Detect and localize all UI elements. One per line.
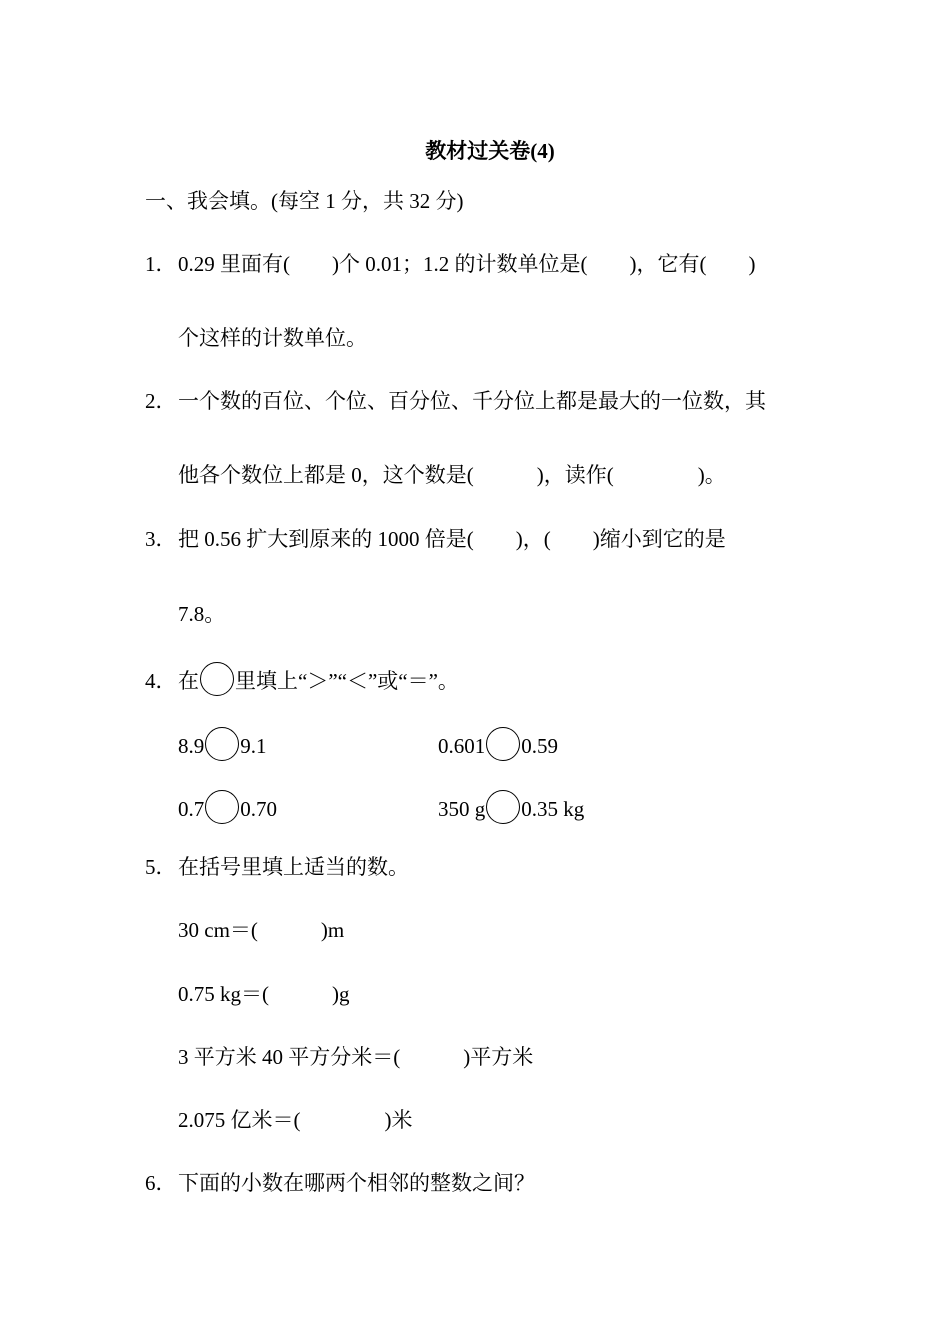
compare-left: 0.7: [178, 797, 205, 821]
question-number: 1．: [145, 252, 177, 276]
page-title: 教材过关卷(4): [425, 139, 555, 163]
question-text: 0.29 里面有( )个 0.01；1.2 的计数单位是( )，它有( ): [178, 252, 756, 276]
conversion-item: 3 平方米 40 平方分米＝( )平方米: [178, 1045, 534, 1069]
conversion-item: 2.075 亿米＝( )米: [178, 1108, 413, 1132]
question-1: [145, 251, 755, 277]
compare-right: 0.59: [521, 734, 558, 758]
question-2-continued: 他各个数位上都是 0，这个数是( )，读作( )。: [178, 463, 726, 487]
compare-right: 0.35 kg: [521, 797, 585, 821]
answer-circle[interactable]: [205, 727, 239, 761]
conversion-item: 30 cm＝( )m: [178, 918, 345, 942]
conversion-item: 0.75 kg＝( )g: [178, 982, 350, 1006]
compare-item-2: [438, 727, 558, 761]
compare-right: 9.1: [240, 734, 267, 758]
compare-item-1: [178, 727, 267, 761]
question-6: [145, 1170, 535, 1196]
compare-left: 350 g: [438, 797, 486, 821]
question-number: 3．: [145, 527, 177, 551]
answer-circle[interactable]: [486, 727, 520, 761]
compare-item-3: [178, 790, 277, 824]
compare-left: 8.9: [178, 734, 205, 758]
circle-icon: [200, 662, 234, 696]
compare-right: 0.70: [240, 797, 277, 821]
question-number: 2．: [145, 389, 177, 413]
compare-item-4: [438, 790, 584, 824]
section-heading: 一、我会填。(每空 1 分，共 32 分): [145, 189, 464, 213]
answer-circle[interactable]: [205, 790, 239, 824]
question-3-continued: 7.8。: [178, 602, 226, 626]
question-text-pre: 在: [178, 669, 199, 693]
question-text: 把 0.56 扩大到原来的 1000 倍是( )，( )缩小到它的是: [178, 527, 726, 551]
question-4: [145, 662, 459, 696]
question-text-post: 里填上“＞”“＜”或“＝”。: [235, 669, 459, 693]
question-3: [145, 526, 726, 552]
question-1-continued: 个这样的计数单位。: [178, 326, 367, 350]
compare-left: 0.601: [438, 734, 486, 758]
question-number: 5．: [145, 855, 177, 879]
question-5: [145, 854, 409, 880]
question-2: [145, 388, 766, 414]
answer-circle[interactable]: [486, 790, 520, 824]
question-text: 下面的小数在哪两个相邻的整数之间？: [178, 1171, 535, 1195]
question-number: 4．: [145, 669, 177, 693]
question-number: 6．: [145, 1171, 177, 1195]
question-text: 一个数的百位、个位、百分位、千分位上都是最大的一位数，其: [178, 389, 766, 413]
question-text: 在括号里填上适当的数。: [178, 855, 409, 879]
